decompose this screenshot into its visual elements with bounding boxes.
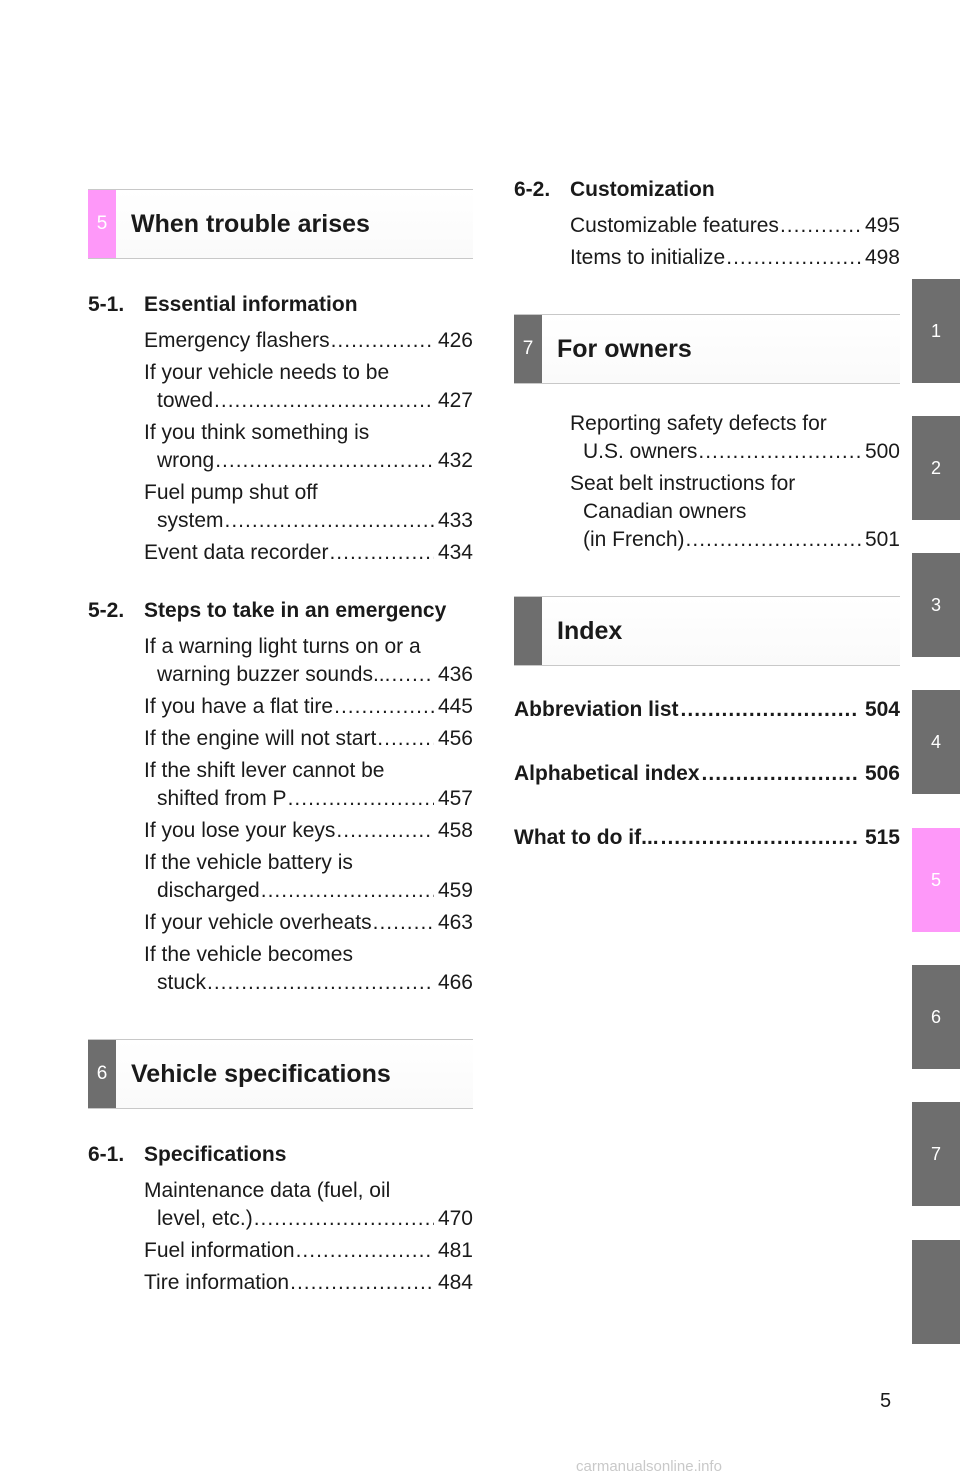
toc-entry-text: If the engine will not start: [144, 727, 377, 750]
index-entry-label: What to do if...: [514, 826, 659, 849]
index-entry[interactable]: [514, 696, 900, 724]
leader-dots: [686, 526, 861, 554]
toc-entry-page: 433: [437, 509, 473, 532]
toc-entry-text: discharged: [157, 879, 260, 902]
section-number: 5: [88, 190, 116, 258]
leader-dots: [207, 969, 434, 997]
leader-dots: [373, 909, 434, 937]
leader-dots: [334, 693, 434, 721]
toc-entry-text: Seat belt instructions for: [570, 472, 796, 495]
toc-entry-page: 481: [437, 1239, 473, 1262]
toc-entry-page: 456: [437, 727, 473, 750]
toc-entry-text: wrong: [157, 449, 215, 472]
toc-entry-page: 463: [437, 911, 473, 934]
toc-entry-page: 466: [437, 971, 473, 994]
toc-entry-page: 498: [864, 246, 900, 269]
index-entry-page: 504: [864, 698, 900, 721]
section-number: 7: [514, 315, 542, 383]
index-list: [514, 696, 900, 852]
toc-list: [88, 1177, 473, 1297]
toc-entry-text: (in French): [583, 528, 685, 551]
leader-dots: [261, 877, 434, 905]
left-column: [88, 189, 473, 1301]
subsection-heading: [88, 597, 473, 625]
leader-dots: [377, 725, 434, 753]
toc-entry-text: level, etc.): [157, 1207, 253, 1230]
subsection-title: Steps to take in an emergency: [144, 599, 447, 622]
section-title: Vehicle specifications: [131, 1059, 391, 1088]
leader-dots: [661, 824, 859, 852]
index-entry-page: 515: [864, 826, 900, 849]
toc-entry[interactable]: [144, 633, 473, 689]
leader-dots: [296, 1237, 434, 1265]
toc-list: [514, 410, 900, 554]
index-entry-page: 506: [864, 762, 900, 785]
toc-entry[interactable]: [144, 419, 473, 475]
toc-entry-text: If the shift lever cannot be: [144, 759, 385, 782]
leader-dots: [225, 507, 434, 535]
toc-entry-text: warning buzzer sounds...: [157, 663, 391, 686]
toc-entry-page: 432: [437, 449, 473, 472]
toc-entry-page: 495: [864, 214, 900, 237]
toc-entry-text: Items to initialize: [570, 246, 726, 269]
toc-entry-page: 434: [437, 541, 473, 564]
toc-entry-text: If the vehicle becomes: [144, 943, 353, 966]
toc-entry-page: 427: [437, 389, 473, 412]
toc-entry[interactable]: [144, 479, 473, 535]
toc-entry-page: 445: [437, 695, 473, 718]
subsection-number: 6-2.: [514, 178, 551, 201]
toc-entry[interactable]: [144, 1269, 473, 1297]
toc-entry[interactable]: [144, 1237, 473, 1265]
toc-entry-text: If you have a flat tire: [144, 695, 334, 718]
toc-entry[interactable]: [144, 757, 473, 813]
leader-dots: [702, 760, 859, 788]
leader-dots: [331, 327, 434, 355]
leader-dots: [391, 661, 433, 689]
index-entry[interactable]: [514, 824, 900, 852]
chapter-tab[interactable]: 6: [912, 965, 960, 1069]
index-entry[interactable]: [514, 760, 900, 788]
toc-entry-text: towed: [157, 389, 214, 412]
watermark: carmanualsonline.info: [576, 1458, 722, 1475]
toc-entry-page: 457: [437, 787, 473, 810]
leader-dots: [290, 1269, 434, 1297]
toc-entry-text: If a warning light turns on or a: [144, 635, 421, 658]
toc-list: [514, 212, 900, 272]
toc-entry[interactable]: [144, 539, 473, 567]
chapter-tab[interactable]: [912, 1240, 960, 1344]
chapter-tab[interactable]: 2: [912, 416, 960, 520]
toc-entry[interactable]: [144, 941, 473, 997]
toc-entry-page: 436: [437, 663, 473, 686]
index-entry-label: Abbreviation list: [514, 698, 679, 721]
toc-entry-text: Canadian owners: [583, 500, 747, 523]
toc-entry-page: 500: [864, 440, 900, 463]
section-header-7: [514, 314, 900, 384]
toc-list: [88, 633, 473, 997]
leader-dots: [780, 212, 861, 240]
toc-entry-text: If your vehicle needs to be: [144, 361, 390, 384]
toc-entry-text: system: [157, 509, 224, 532]
toc-entry[interactable]: [570, 410, 900, 466]
leader-dots: [214, 387, 434, 415]
leader-dots: [288, 785, 434, 813]
page-number: 5: [880, 1390, 892, 1412]
toc-entry-page: 426: [437, 329, 473, 352]
toc-entry[interactable]: [570, 244, 900, 272]
leader-dots: [681, 696, 859, 724]
toc-list: [88, 327, 473, 567]
toc-entry-text: stuck: [157, 971, 207, 994]
toc-entry[interactable]: [570, 212, 900, 240]
toc-entry-text: If you lose your keys: [144, 819, 336, 842]
toc-entry[interactable]: [144, 725, 473, 753]
subsection-heading: [88, 291, 473, 319]
toc-entry-text: U.S. owners: [583, 440, 698, 463]
toc-entry-text: Fuel pump shut off: [144, 481, 318, 504]
subsection-number: 6-1.: [88, 1143, 125, 1166]
toc-entry[interactable]: [144, 849, 473, 905]
section-title: Index: [557, 616, 623, 645]
toc-entry-page: 458: [437, 819, 473, 842]
toc-entry-text: Reporting safety defects for: [570, 412, 827, 435]
right-column: [514, 176, 900, 888]
toc-entry[interactable]: [144, 1177, 473, 1233]
chapter-tab[interactable]: 5: [912, 828, 960, 932]
leader-dots: [336, 817, 434, 845]
section-header-index: [514, 596, 900, 666]
toc-entry-page: 459: [437, 879, 473, 902]
toc-entry-text: Maintenance data (fuel, oil: [144, 1179, 391, 1202]
toc-entry[interactable]: [144, 817, 473, 845]
section-header-6: [88, 1039, 473, 1109]
chapter-tab[interactable]: 3: [912, 553, 960, 657]
leader-dots: [215, 447, 434, 475]
toc-entry[interactable]: [144, 909, 473, 937]
section-number: 6: [88, 1040, 116, 1108]
subsection-title: Essential information: [144, 293, 358, 316]
toc-entry-text: If your vehicle overheats: [144, 911, 372, 934]
subsection-heading: [514, 176, 900, 204]
subsection-title: Customization: [570, 178, 715, 201]
section-number: [514, 597, 542, 665]
chapter-tab[interactable]: 4: [912, 690, 960, 794]
toc-entry-text: Fuel information: [144, 1239, 295, 1262]
chapter-tab[interactable]: 7: [912, 1102, 960, 1206]
toc-entry-page: 501: [864, 528, 900, 551]
leader-dots: [698, 438, 861, 466]
toc-entry-text: If you think something is: [144, 421, 370, 444]
toc-entry[interactable]: [570, 470, 900, 554]
toc-entry-text: Tire information: [144, 1271, 290, 1294]
leader-dots: [726, 244, 861, 272]
toc-entry-page: 470: [437, 1207, 473, 1230]
section-header-5: [88, 189, 473, 259]
subsection-heading: [88, 1141, 473, 1169]
toc-entry-page: 484: [437, 1271, 473, 1294]
toc-entry-text: shifted from P: [157, 787, 287, 810]
toc-entry-text: Event data recorder: [144, 541, 329, 564]
leader-dots: [329, 539, 434, 567]
toc-entry[interactable]: [144, 693, 473, 721]
toc-entry-text: Emergency flashers: [144, 329, 330, 352]
subsection-number: 5-1.: [88, 293, 125, 316]
chapter-tab[interactable]: 1: [912, 279, 960, 383]
index-entry-label: Alphabetical index: [514, 762, 700, 785]
section-title: When trouble arises: [131, 209, 370, 238]
subsection-number: 5-2.: [88, 599, 125, 622]
section-title: For owners: [557, 334, 692, 363]
toc-entry-text: If the vehicle battery is: [144, 851, 353, 874]
subsection-title: Specifications: [144, 1143, 287, 1166]
toc-entry[interactable]: [144, 359, 473, 415]
leader-dots: [254, 1205, 434, 1233]
toc-entry-text: Customizable features: [570, 214, 779, 237]
toc-entry[interactable]: [144, 327, 473, 355]
